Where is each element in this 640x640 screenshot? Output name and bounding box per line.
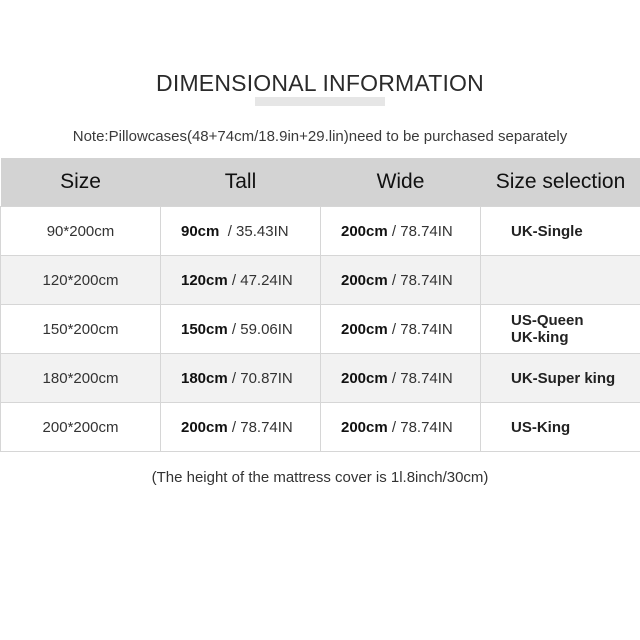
tall-inch-value: / 47.24IN xyxy=(227,271,293,289)
cell-size-selection xyxy=(481,403,640,452)
wide-inch-value: / 78.74IN xyxy=(387,222,453,240)
tall-cm-value: 120cm xyxy=(181,271,228,289)
cell-size: 180*200cm xyxy=(1,354,161,403)
cell-size: 90*200cm xyxy=(1,207,161,256)
mattress-height-note: (The height of the mattress cover is 1l.8inch/30cm) xyxy=(151,469,489,486)
cell-size: 120*200cm xyxy=(1,256,161,305)
cell-size-selection xyxy=(481,207,640,256)
wide-inch-value: / 78.74IN xyxy=(387,320,453,338)
wide-inch-value: / 78.74IN xyxy=(387,369,453,387)
cell-tall xyxy=(161,256,321,305)
cell-wide xyxy=(321,207,481,256)
header-wide: Wide xyxy=(321,158,481,207)
size-selection-label: US-Queen xyxy=(511,312,584,329)
cell-wide xyxy=(321,403,481,452)
wide-inch-value: / 78.74IN xyxy=(387,418,453,436)
tall-cm-value: 90cm xyxy=(181,222,220,240)
tall-inch-value: / 78.74IN xyxy=(227,418,293,436)
table-row xyxy=(1,354,640,403)
table-body xyxy=(1,207,640,452)
size-selection-label: UK-king xyxy=(511,329,569,346)
cell-size-selection xyxy=(481,354,640,403)
cell-wide xyxy=(321,354,481,403)
tall-inch-value: / 70.87IN xyxy=(227,369,293,387)
table-row xyxy=(1,256,640,305)
table-row xyxy=(1,305,640,354)
tall-cm-value: 150cm xyxy=(181,320,228,338)
tall-cm-value: 180cm xyxy=(181,369,228,387)
table-row xyxy=(1,207,640,256)
header-size: Size xyxy=(1,158,161,207)
tall-cm-value: 200cm xyxy=(181,418,228,436)
title-wrap xyxy=(0,70,640,97)
dimension-table xyxy=(0,158,640,452)
wide-cm-value: 200cm xyxy=(341,222,388,240)
size-selection-label: UK-Single xyxy=(511,222,583,240)
cell-wide xyxy=(321,305,481,354)
pillowcase-note: Note:Pillowcases(48+74cm/18.9in+29.lin)need to be purchased separately xyxy=(72,128,568,145)
cell-size-selection xyxy=(481,305,640,354)
cell-wide xyxy=(321,256,481,305)
wide-cm-value: 200cm xyxy=(341,418,388,436)
cell-tall xyxy=(161,354,321,403)
wide-cm-value: 200cm xyxy=(341,369,388,387)
title-underline-bar xyxy=(255,97,385,106)
table-row xyxy=(1,403,640,452)
cell-tall xyxy=(161,403,321,452)
wide-cm-value: 200cm xyxy=(341,320,388,338)
cell-size-selection xyxy=(481,256,640,305)
size-selection-label: US-King xyxy=(511,418,571,436)
cell-size: 150*200cm xyxy=(1,305,161,354)
wide-inch-value: / 78.74IN xyxy=(387,271,453,289)
cell-size: 200*200cm xyxy=(1,403,161,452)
table-header-row xyxy=(1,158,640,207)
header-size-selection: Size selection xyxy=(481,158,640,207)
header-tall: Tall xyxy=(161,158,321,207)
tall-inch-value: / 59.06IN xyxy=(227,320,293,338)
tall-inch-value: / 35.43IN xyxy=(219,222,289,240)
cell-tall xyxy=(161,207,321,256)
page-title: DIMENSIONAL INFORMATION xyxy=(156,70,484,96)
wide-cm-value: 200cm xyxy=(341,271,388,289)
cell-tall xyxy=(161,305,321,354)
size-selection-label: UK-Super king xyxy=(511,369,616,387)
